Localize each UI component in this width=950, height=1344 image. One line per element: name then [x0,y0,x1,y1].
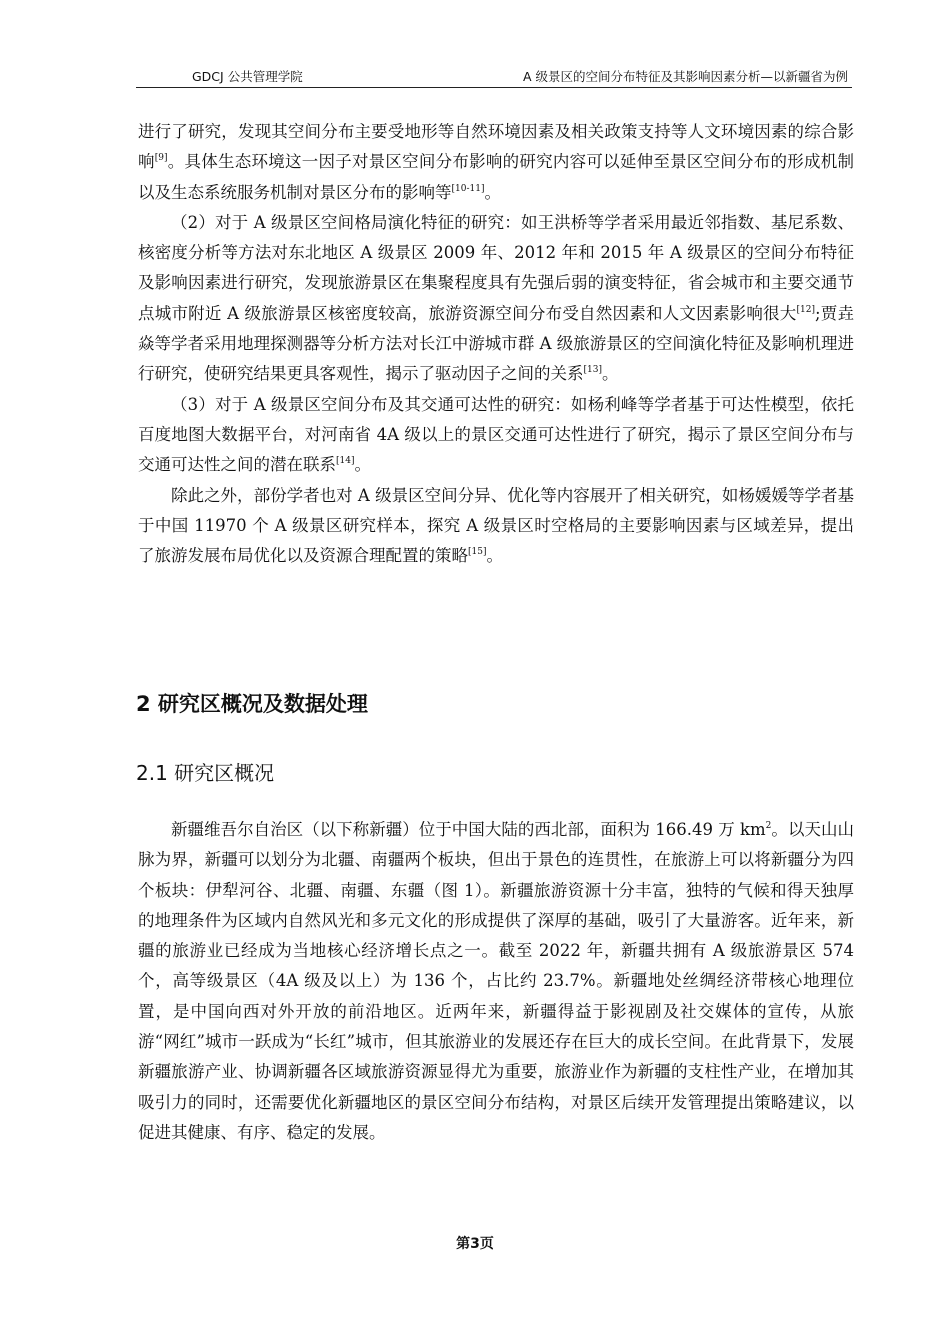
citation: [9] [154,153,168,164]
header-institution: GDCJ 公共管理学院 [192,69,303,84]
superscript: 2 [765,821,772,831]
section2-body [138,815,854,1148]
paragraph-1: 进行了研究，发现其空间分布主要受地形等自然环境因素及相关政策支持等人文环境因素的综合影响[9]。具体生态环境这一因子对景区空间分布影响的研究内容可以延伸至景区空间分布的形成机制以及生态系统服务机制对景区分布的影响等[10-11]。 [138,122,855,202]
paragraph-4: 除此之外，部份学者也对 A 级景区空间分异、优化等内容展开了相关研究，如杨媛媛等学者基于中国 11970 个 A 级景区研究样本，探究 A 级景区时空格局的主要影响因素与区域差异，提出了旅游发展布局优化以及资源合理配置的策略[15]。 [138,485,854,566]
section1-body [138,117,854,571]
header-paper-title: A 级景区的空间分布特征及其影响因素分析—以新疆省为例 [522,69,848,84]
page-number: 第3页 [456,1236,494,1252]
paragraph-5: 新疆维吾尔自治区（以下称新疆）位于中国大陆的西北部，面积为 166.49 万 $km^2$。以天山山脉为界，新疆可以划分为北疆、南疆两个板块，但出于景色的连贯性，在旅游上可以将新疆分为四个板块：伊犁河谷、北疆、南疆、东疆（图 1）。新疆旅游资源十分丰富，独特的气候和得天独厚的地理条件为区域内自然风光和多元文化的形成提供了深厚的基础，吸引了大量游客。近年来，新疆的旅游业已经成为当地核心经济增长点之一。截至 2022 年，新疆共拥有 A 级旅游景区 574 个，高等级景区（4A 级及以上）为 136 个，占比约 23.7%。新疆地处丝绸经济带核心地理位置，是中国向西对外开放的前沿地区。近两年来，新疆得益于影视剧及社交媒体的宣传，从旅游“网红”城市一跃成为“长红”城市，但其旅游业的发展还存在巨大的成长空间。在此背景下，发展新疆旅游产业、协调新疆各区域旅游资源显得尤为重要，旅游业作为新疆的支柱性产业，在增加其吸引力的同时，还需要优化新疆地区的景区空间分布结构，对景区后续开发管理提出策略建议，以促进其健康、有序、稳定的发展。 [138,820,854,1142]
section-heading: 2 研究区概况及数据处理 [136,692,368,716]
citation: [13] [583,365,602,376]
paragraph-3: （3）对于 A 级景区空间分布及其交通可达性的研究：如杨利峰等学者基于可达性模型，依托百度地图大数据平台，对河南省 4A 级以上的景区交通可达性进行了研究，揭示了景区空间分布与交通可达性之间的潜在联系[14]。 [138,394,854,475]
citation: [12] [796,304,815,315]
citation: [10-11] [451,183,485,194]
running-header [136,67,852,88]
subsection-heading: 2.1 研究区概况 [136,761,275,785]
citation: [15] [468,547,487,558]
paragraph-2: （2）对于 A 级景区空间格局演化特征的研究：如王洪桥等学者采用最近邻指数、基尼系数、核密度分析等方法对东北地区 A 级景区 2009 年、2012 年和 2015 年 A 级景区的空间分布特征及影响因素进行研究，发现旅游景区在集聚程度具有先强后弱的演变特征，省会城市和主要交通节点城市附近 A 级旅游景区核密度较高，旅游资源空间分布受自然因素和人文因素影响很大[12];贾垚焱等学者采用地理探测器等分析方法对长江中游城市群 A 级旅游景区的空间演化特征及影响机理进行研究，使研究结果更具客观性，揭示了驱动因子之间的关系[13]。 [138,212,854,384]
citation: [14] [336,456,355,467]
